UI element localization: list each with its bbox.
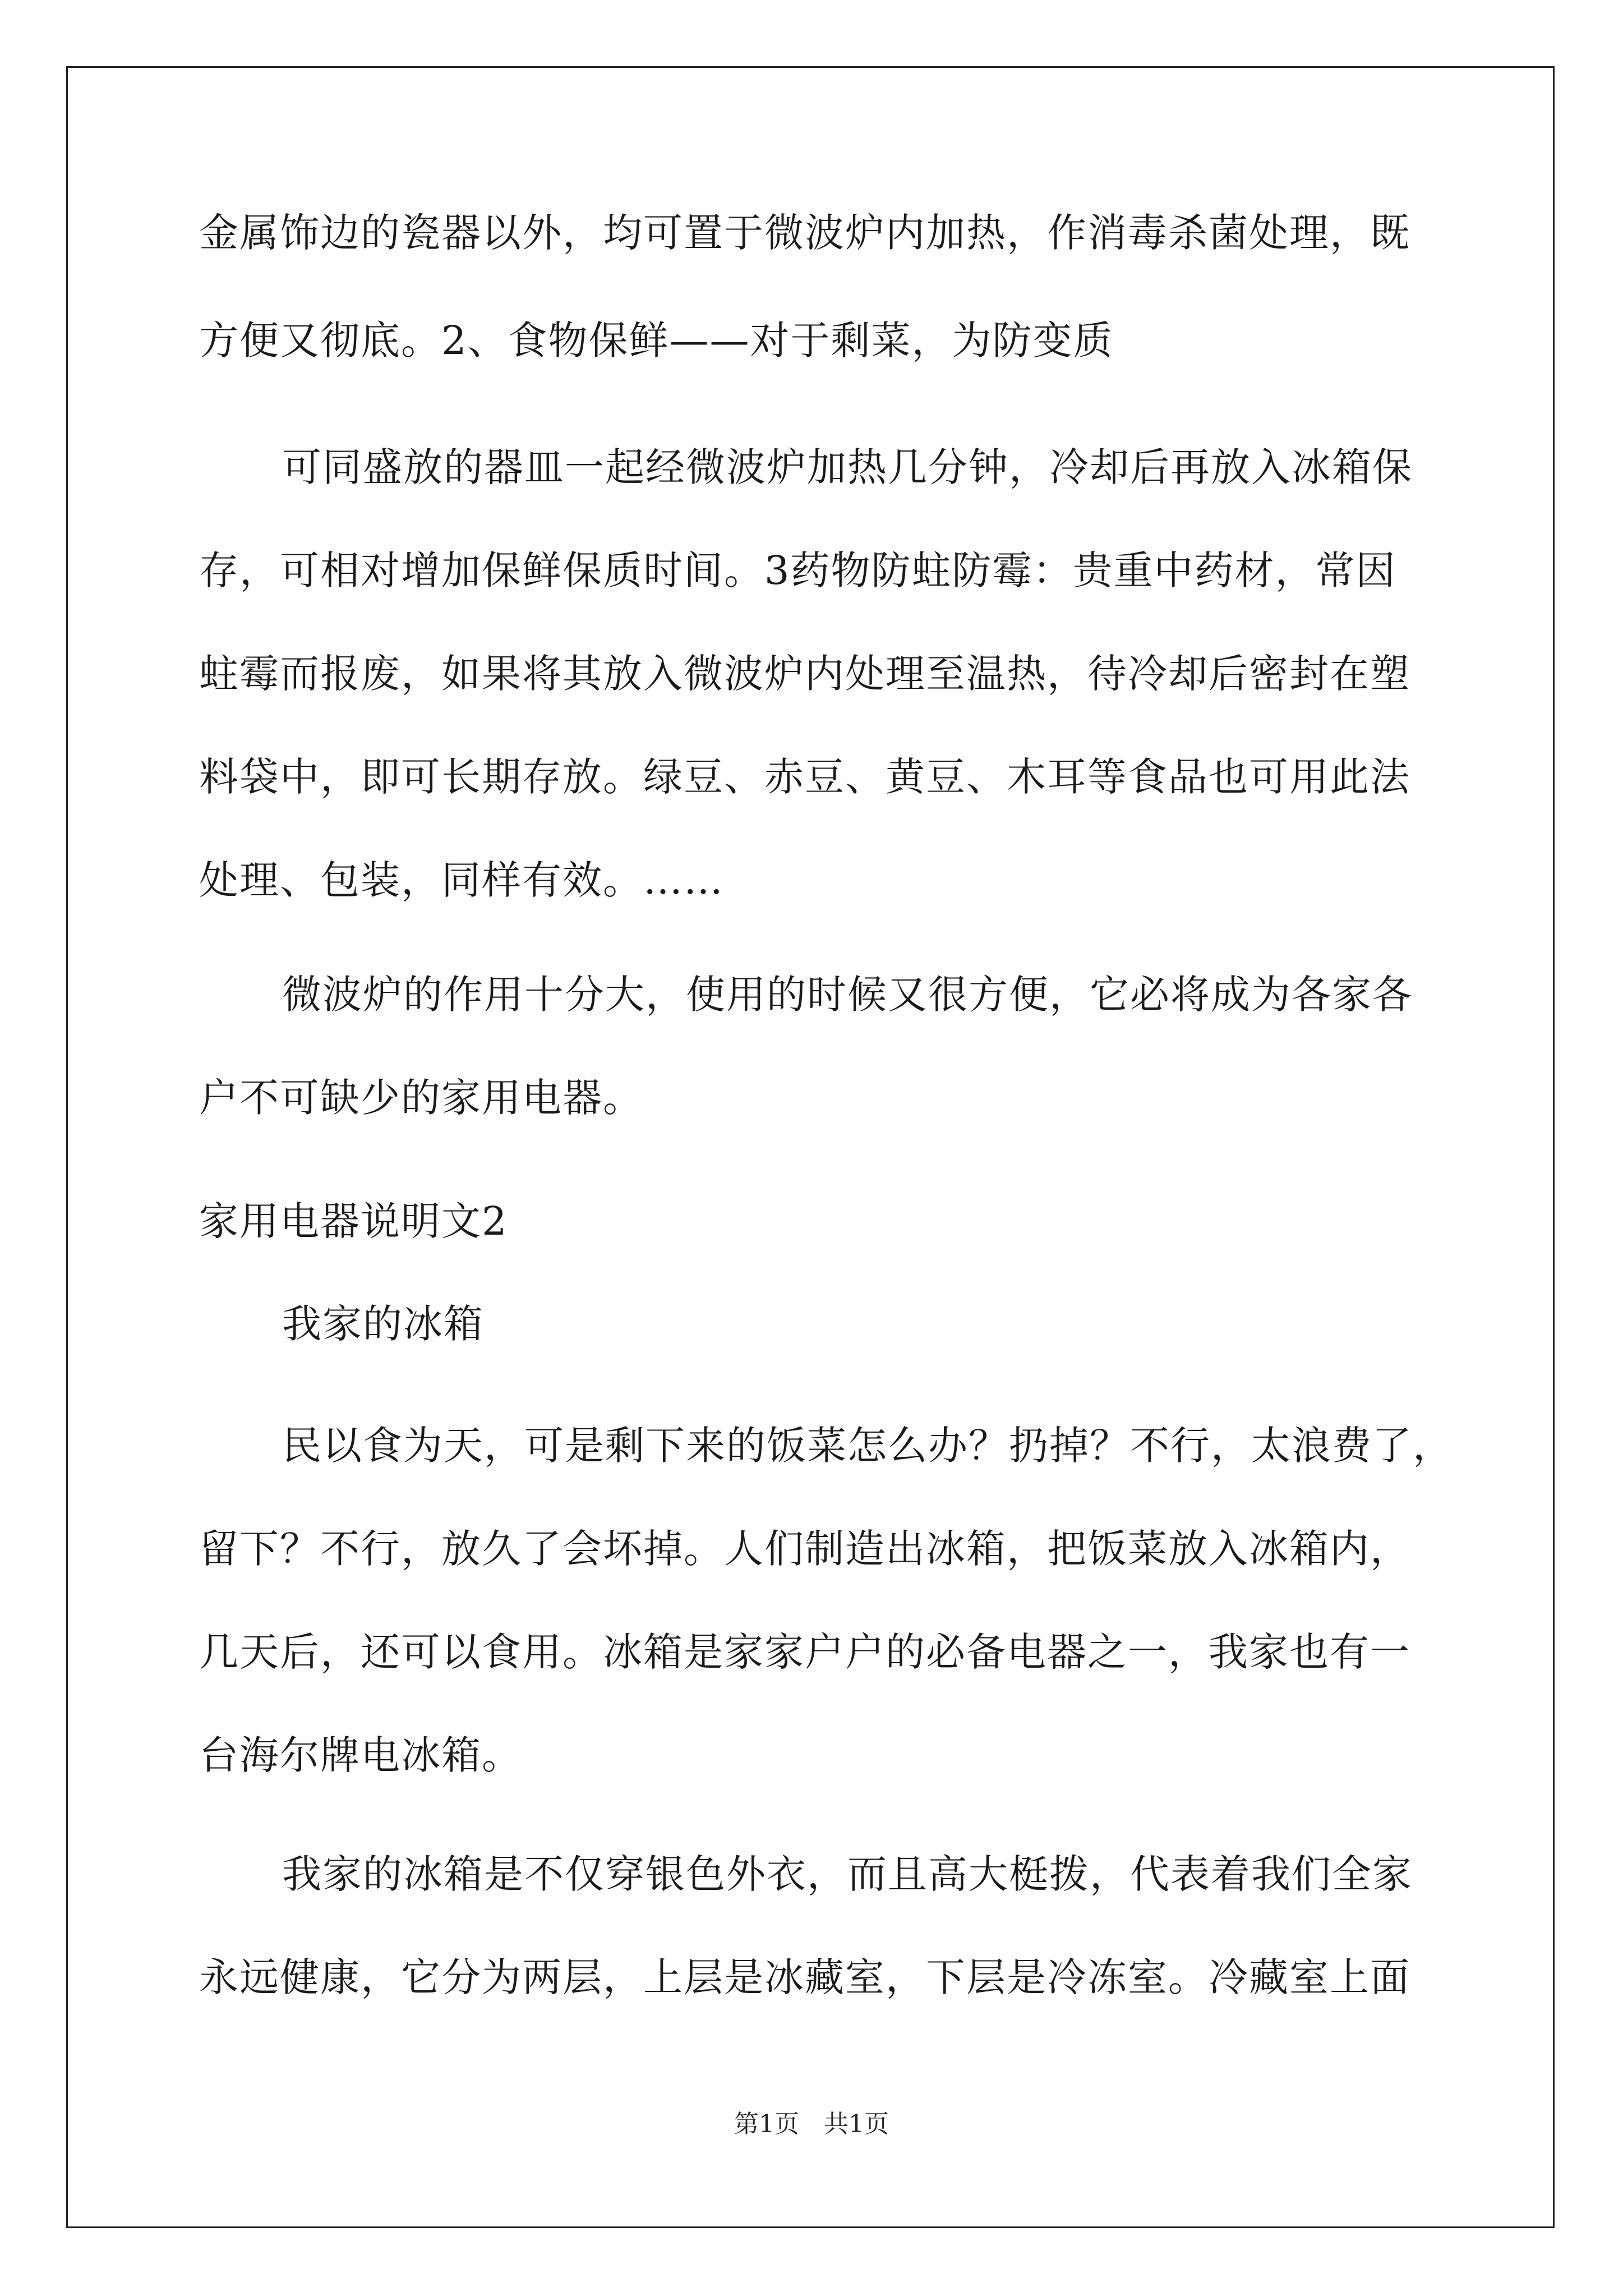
paragraph-start-line: 民以食为天，可是剩下来的饭菜怎么办？扔掉？不行，太浪费了，: [282, 1423, 1453, 1469]
text-line: 蛀霉而报废，如果将其放入微波炉内处理至温热，待冷却后密封在塑: [199, 651, 1410, 697]
page-border: [66, 66, 1555, 2228]
text-line: 方便又彻底。2、食物保鲜——对于剩菜，为防变质: [199, 318, 1114, 364]
text-line: 金属饰边的瓷器以外，均可置于微波炉内加热，作消毒杀菌处理，既: [199, 210, 1410, 256]
section-heading: 家用电器说明文2: [199, 1198, 508, 1244]
page-number: 第1页 共1页: [734, 2110, 889, 2138]
article-title: 我家的冰箱: [282, 1301, 484, 1347]
text-line: 永远健康，它分为两层，上层是冰藏室，下层是冷冻室。冷藏室上面: [199, 1954, 1410, 2000]
paragraph-start-line: 我家的冰箱是不仅穿银色外衣，而且高大梃拨，代表着我们全家: [282, 1851, 1413, 1897]
text-line: 留下？不行，放久了会坏掉。人们制造出冰箱，把饭菜放入冰箱内，: [199, 1526, 1410, 1572]
text-line: 户不可缺少的家用电器。: [199, 1075, 643, 1121]
text-line: 处理、包装，同样有效。……: [199, 857, 724, 903]
paragraph-start-line: 可同盛放的器皿一起经微波炉加热几分钟，冷却后再放入冰箱保: [282, 444, 1413, 490]
paragraph-start-line: 微波炉的作用十分大，使用的时候又很方便，它必将成为各家各: [282, 972, 1413, 1018]
text-line: 台海尔牌电冰箱。: [199, 1732, 522, 1778]
text-line: 料袋中，即可长期存放。绿豆、赤豆、黄豆、木耳等食品也可用此法: [199, 754, 1410, 800]
text-line: 几天后，还可以食用。冰箱是家家户户的必备电器之一，我家也有一: [199, 1629, 1410, 1675]
text-line: 存，可相对增加保鲜保质时间。3药物防蛀防霉：贵重中药材，常因: [199, 547, 1396, 593]
